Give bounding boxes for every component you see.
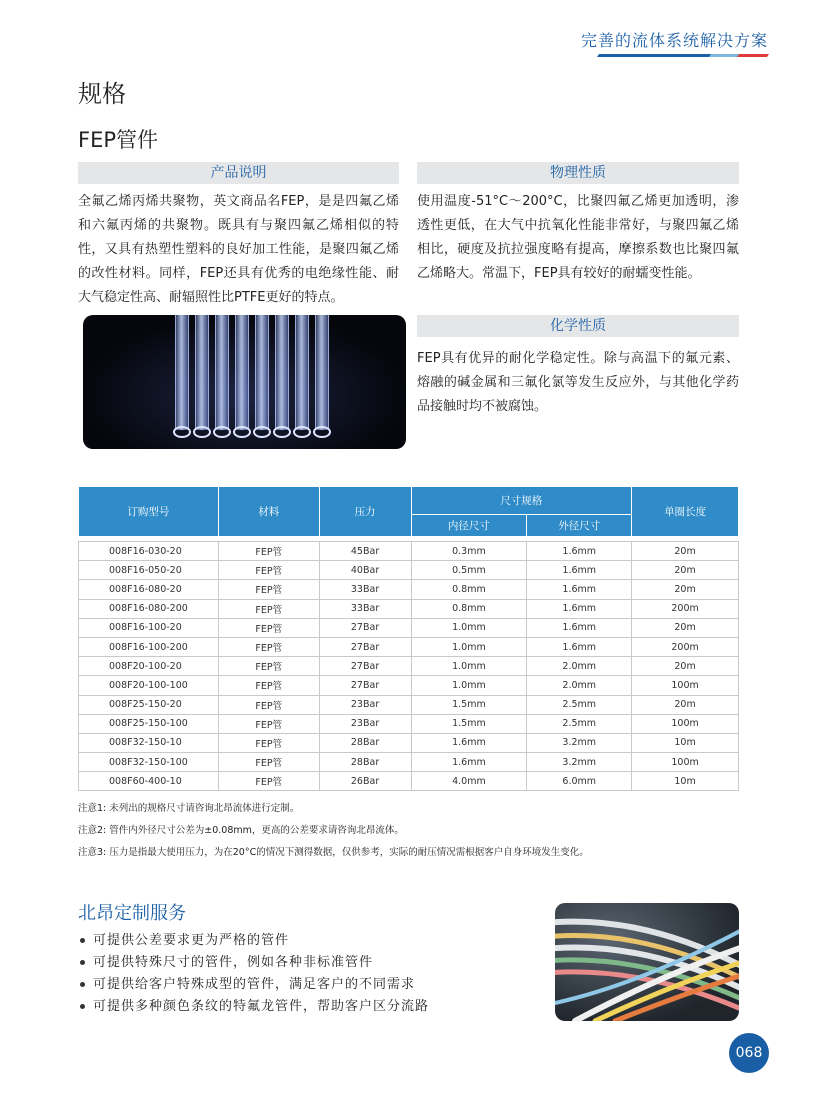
physical-text: 使用温度-51°C～200°C，比聚四氟乙烯更加透明，渗透性更低，在大气中抗氧化性能非常好，与聚四氟乙烯相比，硬度及抗拉强度略有提高，摩擦系数也比聚四氟乙烯略大。常温下，FEP具有较好的耐蠕变性能。 xyxy=(417,194,739,281)
list-item: 可提供特殊尺寸的管件，例如各种非标准管件 xyxy=(80,952,429,974)
brand-header xyxy=(581,28,768,51)
table-cell: 0.8mm xyxy=(411,580,527,599)
list-item: 可提供给客户特殊成型的管件，满足客户的不同需求 xyxy=(80,974,429,996)
table-row xyxy=(79,753,739,772)
table-cell: FEP管 xyxy=(218,772,319,791)
section-heading-physical: 物理性质 xyxy=(417,162,739,184)
table-cell: 008F25-150-20 xyxy=(79,695,219,714)
table-row xyxy=(79,695,739,714)
table-cell: 1.0mm xyxy=(411,657,527,676)
page-title: 规格 xyxy=(78,80,126,108)
header-material: 材料 xyxy=(218,487,319,537)
table-cell: 1.6mm xyxy=(527,542,632,561)
table-cell: 200m xyxy=(632,637,739,656)
table-cell: 26Bar xyxy=(319,772,411,791)
table-cell: 33Bar xyxy=(319,580,411,599)
table-cell: 2.0mm xyxy=(527,657,632,676)
spec-table xyxy=(78,486,739,791)
table-cell: 27Bar xyxy=(319,618,411,637)
table-cell: 0.5mm xyxy=(411,561,527,580)
table-cell: 008F16-080-20 xyxy=(79,580,219,599)
table-cell: 008F16-080-200 xyxy=(79,599,219,618)
table-row xyxy=(79,637,739,656)
table-cell: 3.2mm xyxy=(527,753,632,772)
service-title: 北昂定制服务 xyxy=(78,903,186,924)
table-cell: 008F16-100-20 xyxy=(79,618,219,637)
table-cell: 28Bar xyxy=(319,753,411,772)
page-number: 068 xyxy=(729,1033,769,1073)
table-cell: FEP管 xyxy=(218,753,319,772)
table-cell: 3.2mm xyxy=(527,733,632,752)
table-cell: 1.6mm xyxy=(411,753,527,772)
table-cell: 008F20-100-20 xyxy=(79,657,219,676)
table-row xyxy=(79,676,739,695)
table-row xyxy=(79,542,739,561)
table-cell: FEP管 xyxy=(218,714,319,733)
table-row xyxy=(79,733,739,752)
table-cell: 1.5mm xyxy=(411,695,527,714)
section-heading-chemical: 化学性质 xyxy=(417,315,739,337)
table-cell: 1.6mm xyxy=(411,733,527,752)
table-cell: FEP管 xyxy=(218,618,319,637)
table-cell: 23Bar xyxy=(319,714,411,733)
note-1: 注意1: 未列出的规格尺寸请咨询北昂流体进行定制。 xyxy=(78,803,300,814)
table-cell: FEP管 xyxy=(218,561,319,580)
table-cell: 20m xyxy=(632,580,739,599)
table-row xyxy=(79,561,739,580)
table-row xyxy=(79,599,739,618)
table-cell: 1.0mm xyxy=(411,637,527,656)
table-cell: FEP管 xyxy=(218,657,319,676)
table-cell: 1.0mm xyxy=(411,676,527,695)
header-pressure: 压力 xyxy=(319,487,411,537)
header-outer: 外径尺寸 xyxy=(527,515,632,537)
table-cell: FEP管 xyxy=(218,637,319,656)
table-cell: 1.6mm xyxy=(527,599,632,618)
table-cell: 1.0mm xyxy=(411,618,527,637)
fep-tube-photo xyxy=(83,315,406,449)
table-row xyxy=(79,714,739,733)
bullet-icon xyxy=(80,1004,85,1009)
table-cell: 1.6mm xyxy=(527,561,632,580)
table-cell: 1.6mm xyxy=(527,618,632,637)
brand-stripe xyxy=(598,53,768,59)
service-list xyxy=(80,930,429,1018)
header-size-spec: 尺寸规格 xyxy=(411,487,632,515)
table-cell: 0.8mm xyxy=(411,599,527,618)
brand-tagline: 完善的流体系统解决方案 xyxy=(580,31,768,50)
table-cell: 008F32-150-10 xyxy=(79,733,219,752)
table-cell: 33Bar xyxy=(319,599,411,618)
table-cell: 008F20-100-100 xyxy=(79,676,219,695)
table-cell: 100m xyxy=(632,714,739,733)
table-cell: 008F32-150-100 xyxy=(79,753,219,772)
table-cell: 45Bar xyxy=(319,542,411,561)
table-row xyxy=(79,657,739,676)
table-cell: FEP管 xyxy=(218,542,319,561)
product-desc-text: 全氟乙烯丙烯共聚物，英文商品名FEP，是是四氟乙烯和六氟丙烯的共聚物。既具有与聚四氟乙烯相似的特性，又具有热塑性塑料的良好加工性能，是聚四氟乙烯的改性材料。同样，FEP还具有优秀的电绝缘性能、耐大气稳定性高、耐辐照性比PTFE更好的特点。 xyxy=(78,194,399,305)
table-cell: 008F16-050-20 xyxy=(79,561,219,580)
table-cell: 10m xyxy=(632,772,739,791)
table-cell: FEP管 xyxy=(218,676,319,695)
table-cell: 20m xyxy=(632,657,739,676)
bullet-icon xyxy=(80,960,85,965)
bullet-icon xyxy=(80,938,85,943)
chemical-text: FEP具有优异的耐化学稳定性。除与高温下的氟元素、熔融的碱金属和三氟化氯等发生反应外，与其他化学药品接触时均不被腐蚀。 xyxy=(417,351,739,414)
note-3: 注意3: 压力是指最大使用压力，为在20°C的情况下测得数据，仅供参考，实际的耐压情况需根据客户自身环境发生变化。 xyxy=(78,847,589,858)
table-cell: 1.5mm xyxy=(411,714,527,733)
table-row xyxy=(79,580,739,599)
page-subtitle: FEP管件 xyxy=(78,128,159,152)
table-row xyxy=(79,772,739,791)
table-cell: 20m xyxy=(632,695,739,714)
header-inner: 内径尺寸 xyxy=(411,515,527,537)
table-row xyxy=(79,618,739,637)
table-cell: 23Bar xyxy=(319,695,411,714)
bullet-icon xyxy=(80,982,85,987)
table-cell: FEP管 xyxy=(218,695,319,714)
table-cell: 1.6mm xyxy=(527,637,632,656)
table-cell: 2.5mm xyxy=(527,714,632,733)
table-cell: 4.0mm xyxy=(411,772,527,791)
table-cell: 200m xyxy=(632,599,739,618)
table-cell: FEP管 xyxy=(218,599,319,618)
note-2: 注意2: 管件内外径尺寸公差为±0.08mm，更高的公差要求请咨询北昂流体。 xyxy=(78,825,404,836)
table-cell: 2.0mm xyxy=(527,676,632,695)
table-cell: 27Bar xyxy=(319,657,411,676)
table-cell: 1.6mm xyxy=(527,580,632,599)
table-cell: 2.5mm xyxy=(527,695,632,714)
list-item: 可提供多种颜色条纹的特氟龙管件，帮助客户区分流路 xyxy=(80,996,429,1018)
header-order-no: 订购型号 xyxy=(79,487,219,537)
table-cell: 20m xyxy=(632,561,739,580)
table-cell: FEP管 xyxy=(218,733,319,752)
colored-tubes-photo xyxy=(555,903,739,1021)
table-cell: 100m xyxy=(632,676,739,695)
table-cell: 008F25-150-100 xyxy=(79,714,219,733)
table-cell: 27Bar xyxy=(319,637,411,656)
table-cell: FEP管 xyxy=(218,580,319,599)
table-cell: 008F16-030-20 xyxy=(79,542,219,561)
table-cell: 20m xyxy=(632,618,739,637)
list-item: 可提供公差要求更为严格的管件 xyxy=(80,930,429,952)
table-cell: 10m xyxy=(632,733,739,752)
table-cell: 0.3mm xyxy=(411,542,527,561)
header-length: 单圈长度 xyxy=(632,487,739,537)
table-cell: 100m xyxy=(632,753,739,772)
table-cell: 6.0mm xyxy=(527,772,632,791)
table-cell: 008F60-400-10 xyxy=(79,772,219,791)
table-cell: 20m xyxy=(632,542,739,561)
table-cell: 008F16-100-200 xyxy=(79,637,219,656)
table-cell: 28Bar xyxy=(319,733,411,752)
table-cell: 27Bar xyxy=(319,676,411,695)
table-cell: 40Bar xyxy=(319,561,411,580)
section-heading-product-desc: 产品说明 xyxy=(78,162,399,184)
